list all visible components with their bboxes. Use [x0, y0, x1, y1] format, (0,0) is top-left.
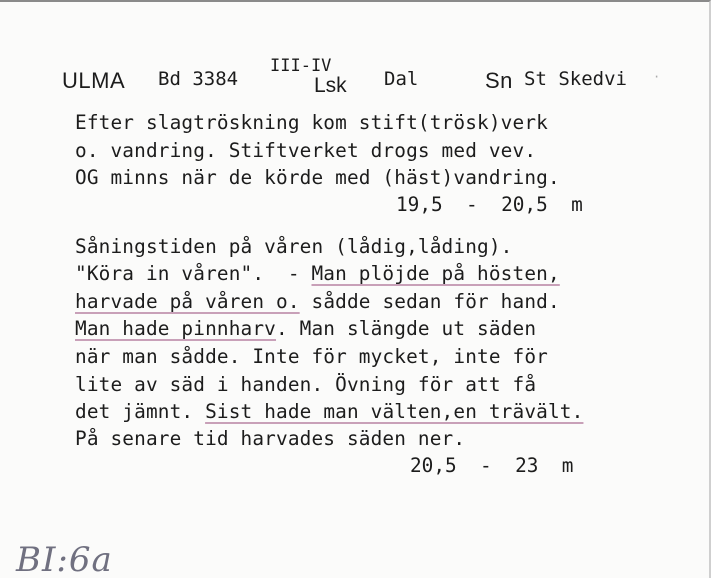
entry2-line-4 — [75, 316, 536, 342]
handwritten-classification: BI:6a — [16, 540, 113, 580]
entry2-line-2 — [75, 261, 560, 287]
entry2-line-3-b: sådde sedan för hand. — [299, 290, 560, 313]
entry2-line-4-b: . Man slängde ut säden — [276, 317, 537, 340]
parish-label: Sn — [485, 68, 513, 93]
entry2-line-2-a: "Köra in våren". - — [75, 262, 312, 285]
entry2-line-7-underlined: Sist hade man välten,en trävält. — [205, 400, 584, 423]
entry2-range: 20,5 - 23 m — [410, 454, 574, 477]
section-bottom: Lsk — [314, 74, 347, 97]
entry1-line-1: Efter slagtröskning kom stift(trösk)verk — [75, 111, 548, 134]
entry2-line-1: Såningstiden på våren (lådig,låding). — [75, 235, 513, 258]
entry2-line-5: när man sådde. Inte för mycket, inte för — [75, 345, 548, 368]
entry2-line-3-underlined: harvade på våren o. — [75, 290, 300, 313]
entry2-line-6: lite av säd i handen. Övning för att få — [75, 373, 537, 396]
entry2-line-4-underlined: Man hade pinnharv — [75, 317, 277, 340]
corner-mark: · — [653, 70, 661, 84]
archive-code: ULMA — [62, 68, 126, 93]
parish-name: St Skedvi — [524, 68, 627, 90]
volume-number: Bd 3384 — [158, 68, 239, 90]
entry2-line-2-underlined: Man plöjde på hösten, — [311, 262, 560, 285]
province: Dal — [384, 68, 419, 90]
entry2-line-3 — [75, 289, 560, 315]
section-top: III-IV — [270, 56, 332, 76]
entry2-line-7 — [75, 399, 583, 425]
entry1-line-3: OG minns när de körde med (häst)vandring. — [75, 166, 560, 189]
entry2-line-8: På senare tid harvades säden ner. — [75, 427, 466, 450]
entry1-line-2: o. vandring. Stiftverket drogs med vev. — [75, 139, 537, 162]
entry1-range: 19,5 - 20,5 m — [396, 193, 583, 216]
entry2-line-7-a: det jämnt. — [75, 400, 206, 423]
